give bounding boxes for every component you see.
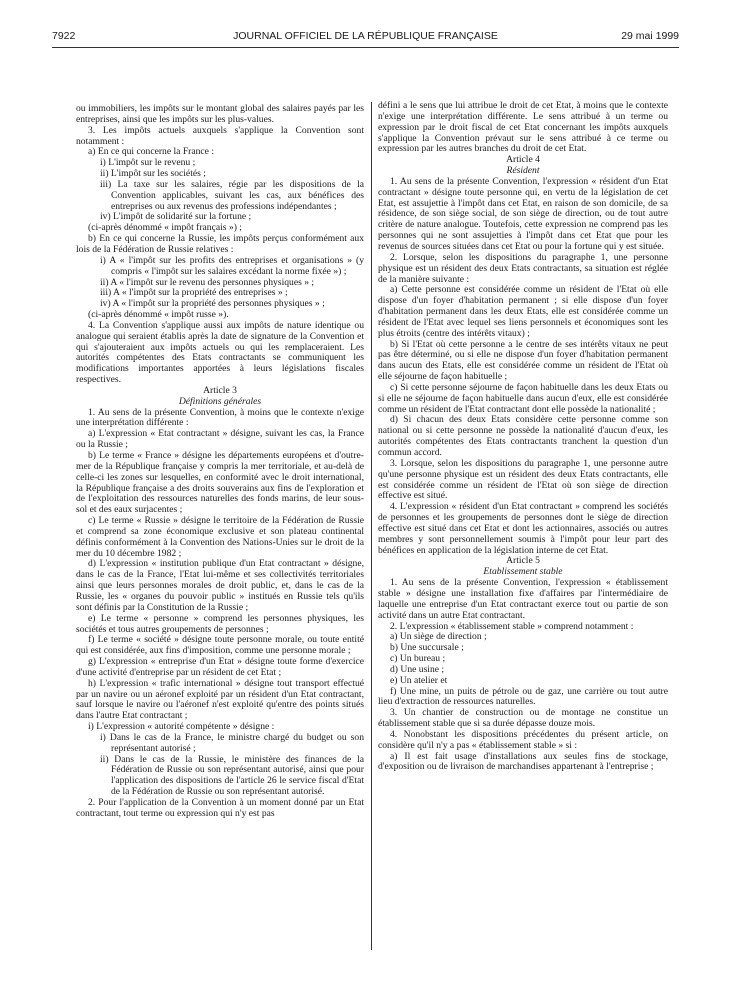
paragraph: c) Si cette personne séjourne de façon habituelle dans les deux Etats ou si elle ne séjourne de façon habituelle dans aucun d'eux, elle est considérée comme un résident de l'Etat contractant dont elle possède la nationalité ; [378, 381, 668, 415]
page-number: 7922 [52, 30, 76, 42]
list-item: iii) La taxe sur les salaires, régie par les dispositions de la Convention applicables, suivant les cas, aux bénéfices des entreprises ou aux revenus des professions indépendantes ; [100, 178, 364, 212]
paragraph: 3. Lorsque, selon les dispositions du paragraphe 1, une personne autre qu'une personne physique est un résident des deux Etats contractants, elle est considérée comme un résident de l'Etat où son siège de direction effective est situé. [378, 457, 668, 502]
paragraph: 3. Les impôts actuels auxquels s'applique la Convention sont notamment : [76, 124, 364, 147]
paragraph: 1. Au sens de la présente Convention, l'expression « établissement stable » désigne une installation fixe d'affaires par l'intermédiaire de laquelle une entreprise d'un Etat contractant exerce tout ou partie de son activité dans un autre Etat contractant. [378, 577, 668, 621]
page-header [52, 30, 679, 46]
list-item: i) A « l'impôt sur les profits des entreprises et organisations » (y compris « l'impôt sur les salaires excédant la norme fixée ») ; [100, 254, 364, 277]
paragraph: b) Si l'Etat où cette personne a le centre de ses intérêts vitaux ne peut pas être déterminé, ou si elle ne dispose d'un foyer d'habitation permanent dans aucun des Etats, elle est considérée comme un résident de l'Etat où elle séjourne de façon habituelle ; [378, 338, 668, 383]
list-item: iv) A « l'impôt sur la propriété des personnes physiques » ; [100, 298, 325, 310]
paragraph: a) Cette personne est considérée comme un résident de l'Etat où elle dispose d'un foyer d'habitation permanent ; si elle dispose d'un foyer d'habitation permanent dans les deux Etats, elle est considérée comme un résident de l'Etat avec lequel ses liens personnels et économiques sont les plus étroits (centre des intérêts vitaux) ; [378, 284, 668, 339]
article-5-subtitle: Etablissement stable [483, 566, 563, 578]
list-item: ii) L'impôt sur les sociétés ; [100, 168, 206, 180]
paragraph: défini a le sens que lui attribue le droit de cet Etat, à moins que le contexte n'exige une interprétation différente. Le sens attribué à un terme ou expression par le droit fiscal de cet Etat concernant les impôts auxquels s'applique la Convention prévaut sur le sens attribué à ce terme ou expression par les autres branches du droit de cet Etat. [378, 100, 668, 155]
paragraph: h) L'expression « trafic international » désigne tout transport effectué par un navire ou un aéronef exploité par un résident d'un Etat contractant, sauf lorsque le navire ou l'aéronef n'est exploité qu'entre des points situés dans l'autre Etat contractant ; [76, 677, 364, 722]
list-item: e) Un atelier et [390, 674, 448, 686]
article-3-heading: Article 3 [203, 384, 237, 396]
paragraph: g) L'expression « entreprise d'un Etat » désigne toute forme d'exercice d'une activité d'entreprise par un résident de cet Etat ; [76, 656, 364, 678]
paragraph: 1. Au sens de la présente Convention, l'expression « résident d'un Etat contractant » désigne toute personne qui, en vertu de la législation de cet Etat, est assujettie à l'impôt dans cet Etat, en raison de son domicile, de sa résidence, de son siège social, de son siège de direction, ou de tout autre critère de nature analogue. Toutefois, cette expression ne comprend pas les personnes qui ne sont assujetties à l'impôt dans cet Etat que pour les revenus de sources situées dans cet Etat ou pour la fortune qui y est située. [378, 175, 668, 252]
left-column [76, 104, 364, 820]
paragraph: 4. L'expression « résident d'un Etat contractant » comprend les sociétés de personnes et les groupements de personnes dont le siège de direction effective est situé dans cet Etat et dont les actionnaires, associés ou autres membres y sont personnellement soumis à l'impôt pour leur part des bénéfices en application de la législation interne de cet Etat. [378, 501, 668, 556]
paragraph: (ci-après dénommé « impôt russe »). [88, 309, 229, 321]
list-item: c) Un bureau ; [390, 653, 446, 665]
header-rule [52, 47, 679, 48]
paragraph: f) Une mine, un puits de pétrole ou de gaz, une carrière ou tout autre lieu d'extraction de ressources naturelles. [378, 685, 668, 708]
list-item: iv) L'impôt de solidarité sur la fortune ; [100, 211, 252, 223]
paragraph: 3. Un chantier de construction ou de montage ne constitue un établissement stable que si sa durée dépasse douze mois. [378, 707, 668, 730]
journal-title: JOURNAL OFFICIEL DE LA RÉPUBLIQUE FRANÇAISE [233, 30, 498, 42]
paragraph: b) En ce qui concerne la Russie, les impôts perçus conformément aux lois de la Fédération de Russie relatives : [76, 233, 364, 255]
paragraph: 2. L'expression « établissement stable » comprend notamment : [390, 620, 634, 632]
article-5-heading: Article 5 [506, 555, 540, 567]
paragraph: c) Le terme « Russie » désigne le territoire de la Fédération de Russie et comprend sa zone économique exclusive et son plateau continental définis conformément à la Convention des Nations-Unies sur le droit de la mer du 10 décembre 1982 ; [76, 515, 364, 559]
list-item: a) Un siège de direction ; [390, 631, 487, 643]
paragraph: i) L'expression « autorité compétente » désigne : [88, 721, 275, 733]
article-4-subtitle: Résident [506, 165, 540, 177]
paragraph: 2. Pour l'application de la Convention à un moment donné par un Etat contractant, tout terme ou expression qui n'y est pas [76, 797, 364, 819]
paragraph: a) L'expression « Etat contractant » désigne, suivant les cas, la France ou la Russie ; [76, 428, 364, 451]
paragraph: 2. Lorsque, selon les dispositions du paragraphe 1, une personne physique est un résident des deux Etats contractants, sa situation est réglée de la manière suivante : [378, 251, 668, 285]
list-item: i) L'impôt sur le revenu ; [100, 157, 196, 169]
list-item: d) Une usine ; [390, 663, 445, 675]
publication-date: 29 mai 1999 [621, 30, 679, 42]
paragraph: a) Il est fait usage d'installations aux seules fins de stockage, d'exposition ou de livraison de marchandises appartenant à l'entreprise ; [378, 750, 668, 773]
right-column [378, 101, 668, 773]
paragraph: d) Si chacun des deux Etats considère cette personne comme son national ou si cette personne ne possède la nationalité d'aucun d'eux, les autorités compétentes des Etats contractants tranchent la question d'un commun accord. [378, 414, 668, 458]
paragraph: d) L'expression « institution publique d'un Etat contractant » désigne, dans le cas de la France, l'Etat lui-même et ses collectivités territoriales ainsi que leurs personnes morales de droit public, et, dans le cas de la Russie, les « organes du pouvoir public » institués en Russie tels qu'ils sont définis par la Constitution de la Russie ; [76, 558, 364, 613]
list-item: ii) Dans le cas de la Russie, le ministère des finances de la Fédération de Russie ou son représentant autorisé, ainsi que pour l'application des dispositions de l'article 26 le service fiscal d'Etat de la Fédération de Russie ou son représentant autorisé. [100, 753, 364, 798]
column-divider [371, 102, 372, 950]
list-item: b) Une succursale ; [390, 642, 464, 654]
paragraph: (ci-après dénommé « impôt français ») ; [88, 222, 242, 234]
paragraph: ou immobiliers, les impôts sur le montant global des salaires payés par les entreprises, ainsi que les impôts sur les plus-values. [76, 103, 364, 125]
article-3-subtitle: Définitions générales [178, 395, 262, 407]
paragraph: e) Le terme « personne » comprend les personnes physiques, les sociétés et tous autres groupements de personnes ; [76, 612, 364, 635]
list-item: ii) A « l'impôt sur le revenu des personnes physiques » ; [100, 276, 315, 288]
paragraph: 4. La Convention s'applique aussi aux impôts de nature identique ou analogue qui seraient établis après la date de signature de la Convention et qui s'ajouteraient aux impôts actuels ou qui les remplaceraient. Les autorités compétentes des Etats contractants se communiquent les modifications importantes apportées à leurs législations fiscales respectives. [76, 319, 364, 386]
paragraph: b) Le terme « France » désigne les départements européens et d'outre-mer de la République française y compris la mer territoriale, et au-delà de celle-ci les zones sur lesquelles, en conformité avec le droit international, la République française a des droits souverains aux fins de l'exploration et de l'exploitation des ressources naturelles des fonds marins, de leur sous-sol et des eaux surjacentes ; [76, 450, 364, 516]
paragraph: f) Le terme « société » désigne toute personne morale, ou toute entité qui est considérée, aux fins d'imposition, comme une personne morale ; [76, 634, 364, 657]
paragraph: 4. Nonobstant les dispositions précédentes du présent article, on considère qu'il n'y a pas « établissement stable » si : [378, 728, 668, 751]
article-4-heading: Article 4 [506, 154, 540, 166]
list-item: i) Dans le cas de la France, le ministre chargé du budget ou son représentant autorisé ; [100, 731, 364, 754]
paragraph: a) En ce qui concerne la France : [88, 146, 214, 158]
paragraph: 1. Au sens de la présente Convention, à moins que le contexte n'exige une interprétation différente : [76, 406, 364, 429]
list-item: iii) A « l'impôt sur la propriété des entreprises » ; [100, 287, 288, 299]
